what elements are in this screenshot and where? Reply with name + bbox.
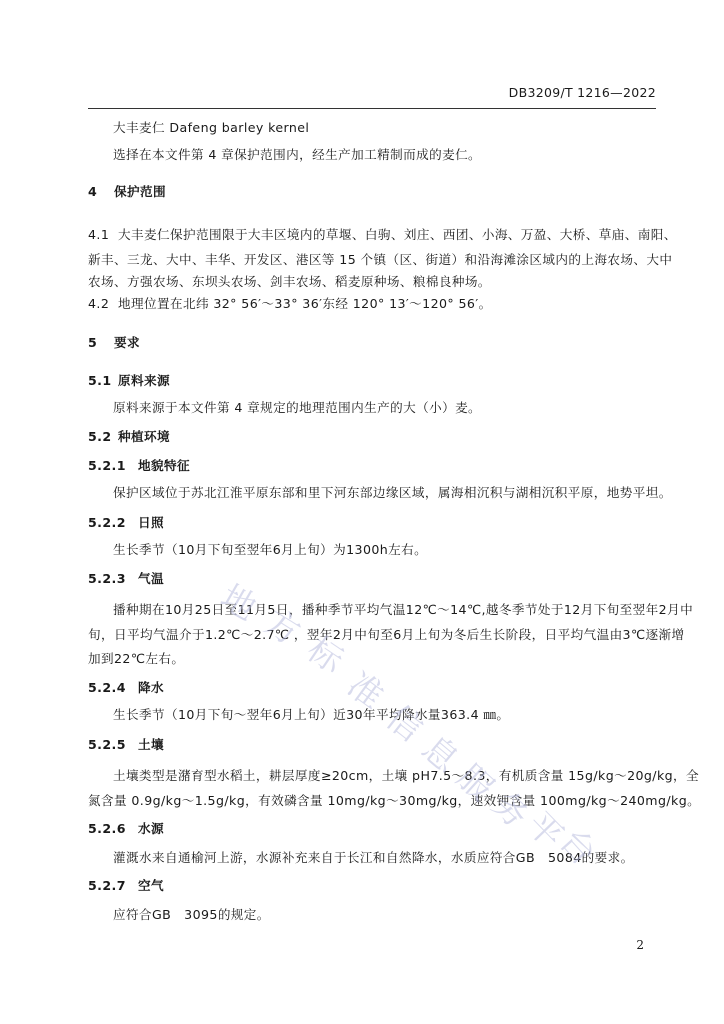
- clause-5-2-6-text: 灌溉水来自通榆河上游，水源补充来自于长江和自然降水，水质应符合GB 5084的要求。: [113, 850, 634, 865]
- watermark-glyph: 息: [414, 728, 466, 781]
- clause-5-2-4-text: 生长季节（10月下旬～翌年6月上旬）近30年平均降水量363.4 ㎜。: [113, 707, 510, 722]
- page-number: 2: [636, 938, 644, 952]
- clause-number: 5.2.5: [88, 737, 126, 752]
- clause-title: 种植环境: [118, 429, 170, 444]
- watermark-glyph: 台: [551, 821, 604, 874]
- clause-5-2-6-heading: [88, 819, 658, 839]
- clause-5-2-5-heading: [88, 735, 658, 755]
- watermark-glyph: 准: [339, 664, 391, 718]
- clause-title: 土壤: [138, 737, 164, 752]
- header-rule: [88, 108, 656, 109]
- clause-5-2-3-line-1: 播种期在10月25日至11月5日，播种季节平均气温12℃～14℃,越冬季节处于12月下旬至翌年2月中: [113, 602, 694, 617]
- clause-5-2-1-heading: [88, 456, 658, 476]
- section-title: 保护范围: [114, 184, 166, 199]
- clause-number: 5.2.3: [88, 571, 126, 586]
- clause-number: 5.1: [88, 373, 112, 388]
- clause-5-2-3-line-3: 加到22℃左右。: [88, 651, 185, 666]
- watermark-glyph: 方: [257, 601, 308, 654]
- clause-5-1-heading: [88, 371, 658, 391]
- paragraph-4-1-line-1: [88, 225, 677, 245]
- clause-number: 5.2.6: [88, 821, 126, 836]
- section-4-heading: [88, 182, 658, 202]
- watermark-glyph: 务: [483, 783, 536, 837]
- clause-number: 5.2: [88, 429, 112, 444]
- section-number: 4: [88, 184, 98, 199]
- section-number: 5: [88, 335, 98, 350]
- clause-title: 日照: [138, 515, 164, 530]
- clause-5-2-1-text: 保护区域位于苏北江淮平原东部和里下河东部边缘区域，属海相沉积与湖相沉积平原，地势平坦。: [113, 485, 672, 500]
- clause-title: 空气: [138, 878, 164, 893]
- clause-number: 5.2.4: [88, 680, 126, 695]
- watermark-glyph: 服: [448, 756, 502, 810]
- watermark-glyph: 标: [299, 629, 351, 682]
- document-code: DB3209/T 1216—2022: [508, 85, 656, 100]
- paragraph-text: 地理位置在北纬 32° 56′～33° 36′东经 120° 13′～120° 56′。: [118, 296, 492, 311]
- paragraph-4-1-line-2: 新丰、三龙、大中、丰华、开发区、港区等 15 个镇（区、街道）和沿海滩涂区域内的上海农场、大中: [88, 252, 673, 267]
- clause-5-2-7-text: 应符合GB 3095的规定。: [113, 907, 270, 922]
- clause-5-2-3-line-2: 旬，日平均气温介于1.2℃～2.7℃ ，翌年2月中旬至6月上旬为冬后生长阶段，日平均气温由3℃逐渐增: [88, 627, 685, 642]
- clause-5-2-7-heading: [88, 876, 658, 896]
- clause-5-2-5-line-2: 氮含量 0.9g/kg～1.5g/kg，有效磷含量 10mg/kg～30mg/kg，速效钾含量 100mg/kg～240mg/kg。: [88, 793, 701, 808]
- clause-number: 4.2: [88, 296, 110, 311]
- paragraph-text: 大丰麦仁保护范围限于大丰区境内的草堰、白驹、刘庄、西团、小海、万盈、大桥、草庙、南阳、: [118, 227, 677, 242]
- clause-number: 5.2.7: [88, 878, 126, 893]
- term-definition: 选择在本文件第 4 章保护范围内，经生产加工精制而成的麦仁。: [113, 147, 482, 162]
- clause-5-2-5-line-1: 土壤类型是潴育型水稻土，耕层厚度≥20cm，土壤 pH7.5～8.3，有机质含量 15g/kg～20g/kg，全: [113, 768, 700, 783]
- clause-5-1-text: 原料来源于本文件第 4 章规定的地理范围内生产的大（小）麦。: [113, 400, 482, 415]
- clause-5-2-3-heading: [88, 569, 658, 589]
- clause-title: 地貌特征: [138, 458, 190, 473]
- clause-number: 4.1: [88, 227, 110, 242]
- clause-number: 5.2.2: [88, 515, 126, 530]
- clause-title: 降水: [138, 680, 164, 695]
- clause-5-2-4-heading: [88, 678, 658, 698]
- clause-title: 气温: [138, 571, 164, 586]
- paragraph-4-1-line-3: 农场、方强农场、东坝头农场、剑丰农场、稻麦原种场、粮棉良种场。: [88, 274, 491, 289]
- watermark-glyph: 信: [378, 697, 430, 751]
- clause-5-2-2-heading: [88, 513, 658, 533]
- watermark-glyph: 平: [518, 804, 571, 857]
- watermark-glyph: 地: [213, 577, 263, 629]
- term-title: 大丰麦仁 Dafeng barley kernel: [113, 120, 310, 135]
- clause-5-2-2-text: 生长季节（10月下旬至翌年6月上旬）为1300h左右。: [113, 542, 428, 557]
- section-title: 要求: [114, 335, 140, 350]
- clause-number: 5.2.1: [88, 458, 126, 473]
- clause-5-2-heading: [88, 427, 658, 447]
- clause-title: 原料来源: [118, 373, 170, 388]
- paragraph-4-2: [88, 294, 658, 314]
- clause-title: 水源: [138, 821, 164, 836]
- section-5-heading: [88, 333, 658, 353]
